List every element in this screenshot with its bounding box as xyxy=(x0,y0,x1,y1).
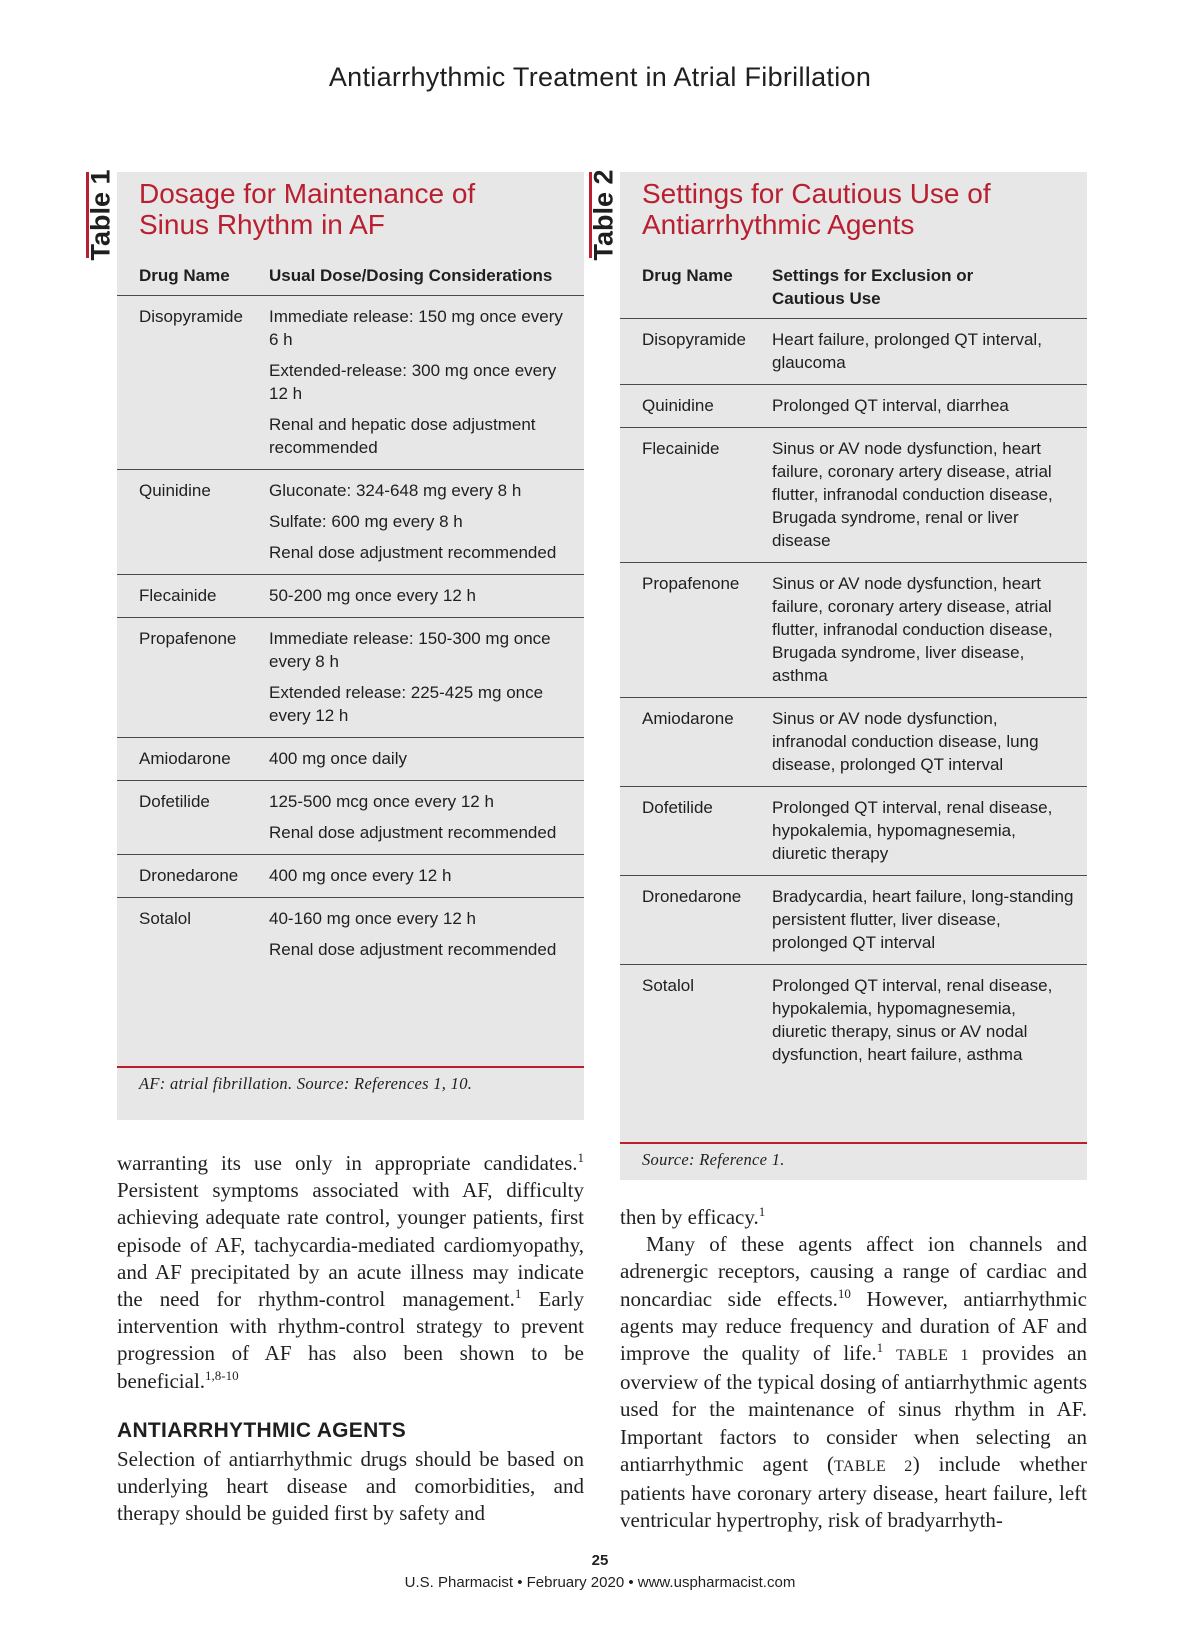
column-header-drug: Drug Name xyxy=(139,266,230,285)
table-row xyxy=(620,698,1087,787)
table-row xyxy=(620,876,1087,965)
table-2-header-row xyxy=(620,264,1087,319)
table-2-note: Source: Reference 1. xyxy=(620,1142,1087,1170)
table-1-grid xyxy=(117,264,584,971)
drug-name-cell: Dronedarone xyxy=(139,866,239,885)
detail-cell xyxy=(269,584,584,607)
dose-line: Sulfate: 600 mg every 8 h xyxy=(269,512,463,531)
table-1-tab xyxy=(85,169,115,261)
table-row xyxy=(117,898,584,971)
table-reference: TABLE 2 xyxy=(833,1457,913,1475)
dose-line: 400 mg once daily xyxy=(269,749,407,768)
table-2-title xyxy=(642,178,1072,240)
table-2-title-line: Antiarrhythmic Agents xyxy=(642,209,915,240)
table-1-tab-label: Table 1 xyxy=(85,169,115,261)
dose-line: Renal dose adjustment recommended xyxy=(269,940,557,959)
dose-line: 40-160 mg once every 12 h xyxy=(269,909,476,928)
table-2-title-line: Settings for Cautious Use of xyxy=(642,178,991,209)
dose-line: 125-500 mcg once every 12 h xyxy=(269,792,494,811)
detail-cell xyxy=(269,747,584,770)
table-1-note: AF: atrial fibrillation. Source: References 1, 10. xyxy=(117,1066,584,1094)
detail-cell xyxy=(269,907,584,961)
detail-cell xyxy=(269,790,584,844)
table-row xyxy=(117,470,584,575)
table-row xyxy=(117,781,584,855)
detail-cell: Prolonged QT interval, diarrhea xyxy=(772,396,1009,415)
reference-superscript: 1,8-10 xyxy=(205,1367,239,1383)
reference-superscript: 10 xyxy=(837,1285,851,1301)
drug-name-cell: Dofetilide xyxy=(139,792,210,811)
detail-cell: Sinus or AV node dysfunction, infranodal conduction disease, lung disease, prolonged QT interval xyxy=(772,709,1039,774)
drug-name-cell: Amiodarone xyxy=(642,709,734,728)
left-paragraph: warranting its use only in appropriate candidates.$^1$ Persistent symptoms associated with AF, difficulty achieving adequate rate control, younger patients, first episode of AF, tachycardia-mediated cardiomyopathy, and AF precipitated by an acute illness may indicate the need for rhythm-control management.$^1$ Early intervention with rhythm-control strategy to prevent progression of AF has also been shown to be beneficial.$^{1,8-10}$ xyxy=(117,1150,584,1393)
detail-cell xyxy=(269,305,584,459)
table-2-tab-label: Table 2 xyxy=(588,169,618,261)
section-heading: ANTIARRHYTHMIC AGENTS xyxy=(117,1418,407,1442)
reference-superscript: 1 xyxy=(876,1340,884,1356)
drug-name-cell: Flecainide xyxy=(139,586,217,605)
table-1-title-line: Dosage for Maintenance of xyxy=(139,178,476,209)
drug-name-cell: Flecainide xyxy=(642,439,720,458)
table-row xyxy=(620,965,1087,1076)
dose-line: Renal and hepatic dose adjustment recommended xyxy=(269,415,536,457)
table-1-body xyxy=(117,296,584,971)
detail-cell: Prolonged QT interval, renal disease, hypokalemia, hypomagnesemia, diuretic therapy, sinus or AV nodal dysfunction, heart failure, asthma xyxy=(772,976,1053,1064)
table-row xyxy=(620,563,1087,698)
table-row xyxy=(620,385,1087,428)
drug-name-cell: Dronedarone xyxy=(642,887,742,906)
table-row xyxy=(117,738,584,781)
detail-cell xyxy=(269,627,584,727)
drug-name-cell: Quinidine xyxy=(139,481,211,500)
reference-superscript: 1 xyxy=(514,1286,522,1302)
dose-line: Renal dose adjustment recommended xyxy=(269,543,557,562)
dose-line: Extended release: 225-425 mg once every 12 h xyxy=(269,683,544,725)
drug-name-cell: Sotalol xyxy=(139,909,191,928)
page-number: 25 xyxy=(591,1552,609,1569)
table-1-title xyxy=(139,178,569,240)
detail-cell xyxy=(269,479,584,564)
dose-line: Extended-release: 300 mg once every 12 h xyxy=(269,361,557,403)
drug-name-cell: Sotalol xyxy=(642,976,694,995)
right-column xyxy=(620,1204,1087,1534)
right-paragraph: Many of these agents affect ion channels and adrenergic receptors, causing a range of cardiac and noncardiac side effects.$^{10}$ However, antiarrhythmic agents may reduce frequency and duration of AF and improve the quality of life.$^1$ TABLE 1 provides an overview of the typical dosing of antiarrhythmic agents used for the maintenance of sinus rhythm in AF. Important factors to consider when selecting an antiarrhythmic agent (TABLE 2) include whether patients have coronary artery disease, heart failure, left ventricular hypertrophy, risk of bradyarrhyth- xyxy=(620,1232,1088,1533)
drug-name-cell: Disopyramide xyxy=(642,330,746,349)
table-2-body xyxy=(620,319,1087,1076)
drug-name-cell: Propafenone xyxy=(139,629,237,648)
detail-cell: Sinus or AV node dysfunction, heart failure, coronary artery disease, atrial flutter, infranodal conduction disease, Brugada syndrome, liver disease, asthma xyxy=(772,574,1053,685)
table-1-header-row xyxy=(117,264,584,296)
table-row xyxy=(620,319,1087,385)
detail-cell: Bradycardia, heart failure, long-standing persistent flutter, liver disease, prolonged QT interval xyxy=(772,887,1074,952)
dose-line: Immediate release: 150-300 mg once every 8 h xyxy=(269,629,551,671)
detail-cell: Heart failure, prolonged QT interval, glaucoma xyxy=(772,330,1042,372)
column-header-drug: Drug Name xyxy=(642,266,733,285)
table-1 xyxy=(85,169,584,1120)
running-head: Antiarrhythmic Treatment in Atrial Fibrillation xyxy=(328,62,872,92)
detail-cell: Sinus or AV node dysfunction, heart failure, coronary artery disease, atrial flutter, infranodal conduction disease, Brugada syndrome, renal or liver disease xyxy=(772,439,1053,550)
right-paragraph: then by efficacy.$^1$ xyxy=(620,1204,766,1229)
dose-line: 400 mg once every 12 h xyxy=(269,866,452,885)
table-1-title-line: Sinus Rhythm in AF xyxy=(139,209,385,240)
table-2-tab xyxy=(588,169,618,261)
table-2 xyxy=(588,169,1087,1180)
footer-line: U.S. Pharmacist • February 2020 • www.uspharmacist.com xyxy=(404,1574,796,1591)
dose-line: Gluconate: 324-648 mg every 8 h xyxy=(269,481,522,500)
table-2-grid xyxy=(620,264,1087,1076)
drug-name-cell: Propafenone xyxy=(642,574,740,593)
column-header-settings: Settings for Exclusion or Cautious Use xyxy=(772,266,974,308)
drug-name-cell: Disopyramide xyxy=(139,307,243,326)
left-column xyxy=(117,1150,584,1528)
dose-line: Renal dose adjustment recommended xyxy=(269,823,557,842)
reference-superscript: 1 xyxy=(577,1150,584,1165)
reference-superscript: 1 xyxy=(758,1204,766,1219)
column-header-dose: Usual Dose/Dosing Considerations xyxy=(269,266,553,285)
dose-line: Immediate release: 150 mg once every 6 h xyxy=(269,307,563,349)
table-row xyxy=(117,618,584,738)
detail-cell xyxy=(269,864,584,887)
drug-name-cell: Dofetilide xyxy=(642,798,713,817)
detail-cell: Prolonged QT interval, renal disease, hypokalemia, hypomagnesemia, diuretic therapy xyxy=(772,798,1053,863)
drug-name-cell: Quinidine xyxy=(642,396,714,415)
table-row xyxy=(117,575,584,618)
left-paragraph: Selection of antiarrhythmic drugs should be based on underlying heart disease and comorbidities, and therapy should be guided first by safety and xyxy=(117,1447,584,1526)
dose-line: 50-200 mg once every 12 h xyxy=(269,586,476,605)
table-row xyxy=(117,855,584,898)
table-row xyxy=(620,787,1087,876)
table-row xyxy=(117,296,584,470)
drug-name-cell: Amiodarone xyxy=(139,749,231,768)
table-row xyxy=(620,428,1087,563)
table-reference: TABLE 1 xyxy=(896,1347,969,1365)
